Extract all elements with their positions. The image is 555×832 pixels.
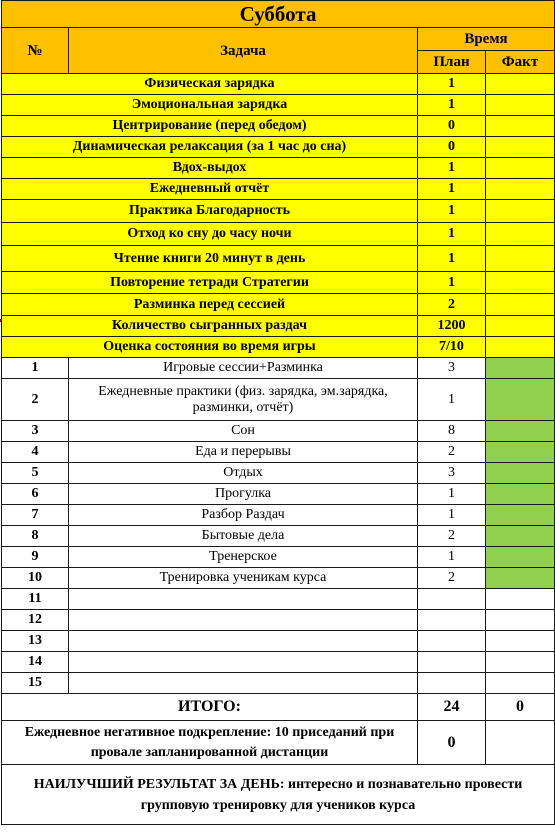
schedule-fact[interactable] xyxy=(486,547,555,568)
daily-task-row xyxy=(2,246,555,272)
schedule-row xyxy=(2,610,555,631)
negative-reinforcement-row xyxy=(2,721,555,765)
day-plan-table xyxy=(1,0,555,825)
schedule-fact[interactable] xyxy=(486,631,555,652)
schedule-number: 4 xyxy=(2,442,69,463)
schedule-plan[interactable]: 2 xyxy=(418,568,486,589)
schedule-row xyxy=(2,358,555,379)
daily-task-fact[interactable] xyxy=(486,200,555,223)
schedule-plan[interactable] xyxy=(418,589,486,610)
schedule-plan[interactable]: 1 xyxy=(418,484,486,505)
schedule-number: 14 xyxy=(2,652,69,673)
schedule-task[interactable]: Прогулка xyxy=(69,484,418,505)
schedule-task[interactable]: Ежедневные практики (физ. зарядка, эм.зарядка, разминки, отчёт) xyxy=(69,379,418,421)
daily-task-label: Динамическая релаксация (за 1 час до сна) xyxy=(2,137,418,158)
daily-task-fact[interactable] xyxy=(486,337,555,358)
daily-task-fact[interactable] xyxy=(486,223,555,246)
daily-task-plan: 1 xyxy=(418,223,486,246)
schedule-fact[interactable] xyxy=(486,589,555,610)
schedule-plan[interactable]: 1 xyxy=(418,379,486,421)
daily-task-label: Чтение книги 20 минут в день xyxy=(2,246,418,272)
schedule-fact[interactable] xyxy=(486,463,555,484)
schedule-fact[interactable] xyxy=(486,652,555,673)
daily-task-label: Эмоциональная зарядка xyxy=(2,95,418,116)
daily-task-fact[interactable] xyxy=(486,272,555,294)
schedule-fact[interactable] xyxy=(486,526,555,547)
schedule-task[interactable]: Разбор Раздач xyxy=(69,505,418,526)
schedule-plan[interactable] xyxy=(418,673,486,694)
schedule-task[interactable]: Сон xyxy=(69,421,418,442)
daily-task-plan: 1 xyxy=(418,95,486,116)
daily-task-label: Разминка перед сессией xyxy=(2,294,418,316)
schedule-task[interactable]: Игровые сессии+Разминка xyxy=(69,358,418,379)
header-fact: Факт xyxy=(486,51,555,74)
daily-task-row xyxy=(2,316,555,337)
header-plan: План xyxy=(418,51,486,74)
daily-task-plan: 1 xyxy=(418,179,486,200)
daily-task-fact[interactable] xyxy=(486,179,555,200)
daily-task-fact[interactable] xyxy=(486,294,555,316)
total-label: ИТОГО: xyxy=(2,694,418,721)
schedule-row xyxy=(2,673,555,694)
daily-task-fact[interactable] xyxy=(486,74,555,95)
schedule-row xyxy=(2,463,555,484)
schedule-number: 8 xyxy=(2,526,69,547)
schedule-task[interactable] xyxy=(69,610,418,631)
daily-task-row xyxy=(2,272,555,294)
schedule-number: 7 xyxy=(2,505,69,526)
schedule-row xyxy=(2,652,555,673)
schedule-plan[interactable] xyxy=(418,610,486,631)
negative-reinforcement-fact[interactable] xyxy=(486,721,555,765)
schedule-row xyxy=(2,526,555,547)
schedule-plan[interactable]: 1 xyxy=(418,505,486,526)
daily-task-label: Вдох-выдох xyxy=(2,158,418,179)
schedule-number: 1 xyxy=(2,358,69,379)
total-plan: 24 xyxy=(418,694,486,721)
schedule-row xyxy=(2,484,555,505)
daily-task-row xyxy=(2,200,555,223)
total-row xyxy=(2,694,555,721)
schedule-row xyxy=(2,589,555,610)
schedule-number: 10 xyxy=(2,568,69,589)
schedule-fact[interactable] xyxy=(486,421,555,442)
daily-task-label: Физическая зарядка xyxy=(2,74,418,95)
schedule-row xyxy=(2,442,555,463)
best-result-cell xyxy=(2,765,555,825)
header-task: Задача xyxy=(69,28,418,74)
schedule-fact[interactable] xyxy=(486,484,555,505)
header-number: № xyxy=(2,28,69,74)
schedule-plan[interactable]: 1 xyxy=(418,547,486,568)
daily-task-fact[interactable] xyxy=(486,95,555,116)
schedule-task[interactable]: Отдых xyxy=(69,463,418,484)
daily-task-fact[interactable] xyxy=(486,116,555,137)
daily-task-fact[interactable] xyxy=(486,316,555,337)
schedule-fact[interactable] xyxy=(486,610,555,631)
schedule-row xyxy=(2,505,555,526)
schedule-task[interactable] xyxy=(69,673,418,694)
daily-task-plan: 0 xyxy=(418,137,486,158)
best-result-row xyxy=(2,765,555,825)
schedule-number: 11 xyxy=(2,589,69,610)
schedule-task[interactable]: Тренировка ученикам курса xyxy=(69,568,418,589)
daily-task-plan: 7/10 xyxy=(418,337,486,358)
schedule-row xyxy=(2,568,555,589)
schedule-row xyxy=(2,547,555,568)
daily-task-row xyxy=(2,223,555,246)
daily-task-label: Практика Благодарность xyxy=(2,200,418,223)
schedule-fact[interactable] xyxy=(486,568,555,589)
daily-task-label: Ежедневный отчёт xyxy=(2,179,418,200)
daily-task-row xyxy=(2,337,555,358)
daily-task-fact[interactable] xyxy=(486,137,555,158)
daily-task-plan: 2 xyxy=(418,294,486,316)
schedule-number: 15 xyxy=(2,673,69,694)
schedule-task[interactable]: Бытовые дела xyxy=(69,526,418,547)
daily-task-label: Оценка состояния во время игры xyxy=(2,337,418,358)
schedule-fact[interactable] xyxy=(486,358,555,379)
daily-task-plan: 0 xyxy=(418,116,486,137)
day-title: Суббота xyxy=(2,1,555,28)
negative-reinforcement-value: 0 xyxy=(418,721,486,765)
daily-task-label: Отход ко сну до часу ночи xyxy=(2,223,418,246)
schedule-number: 13 xyxy=(2,631,69,652)
schedule-fact[interactable] xyxy=(486,379,555,421)
schedule-number: 9 xyxy=(2,547,69,568)
schedule-fact[interactable] xyxy=(486,442,555,463)
daily-task-plan: 1 xyxy=(418,74,486,95)
daily-task-label: Центрирование (перед обедом) xyxy=(2,116,418,137)
schedule-number: 2 xyxy=(2,379,69,421)
daily-task-label: Повторение тетради Стратегии xyxy=(2,272,418,294)
schedule-task[interactable] xyxy=(69,589,418,610)
daily-task-plan: 1 xyxy=(418,272,486,294)
daily-task-row xyxy=(2,137,555,158)
schedule-plan[interactable]: 2 xyxy=(418,442,486,463)
schedule-row xyxy=(2,421,555,442)
schedule-plan[interactable]: 2 xyxy=(418,526,486,547)
daily-task-row xyxy=(2,179,555,200)
daily-task-fact[interactable] xyxy=(486,246,555,272)
schedule-number: 6 xyxy=(2,484,69,505)
total-fact: 0 xyxy=(486,694,555,721)
schedule-fact[interactable] xyxy=(486,673,555,694)
header-time: Время xyxy=(418,28,555,51)
daily-task-plan: 1 xyxy=(418,158,486,179)
schedule-number: 12 xyxy=(2,610,69,631)
schedule-task[interactable] xyxy=(69,631,418,652)
schedule-plan[interactable]: 8 xyxy=(418,421,486,442)
best-result-label: НАИЛУЧШИЙ РЕЗУЛЬТАТ ЗА ДЕНЬ: xyxy=(33,776,285,792)
schedule-number: 5 xyxy=(2,463,69,484)
schedule-plan[interactable] xyxy=(418,652,486,673)
negative-reinforcement-text: Ежедневное негативное подкрепление: 10 приседаний при провале запланированной дистанции xyxy=(2,721,418,765)
daily-task-plan: 1 xyxy=(418,246,486,272)
schedule-row xyxy=(2,631,555,652)
schedule-task[interactable]: Еда и перерывы xyxy=(69,442,418,463)
daily-task-row xyxy=(2,74,555,95)
best-result-text: интересно и познавательно провести групповую тренировку для учеников курса xyxy=(140,776,523,813)
schedule-plan[interactable] xyxy=(418,631,486,652)
schedule-fact[interactable] xyxy=(486,505,555,526)
schedule-task[interactable]: Тренерское xyxy=(69,547,418,568)
daily-task-fact[interactable] xyxy=(486,158,555,179)
daily-task-plan: 1 xyxy=(418,200,486,223)
schedule-task[interactable] xyxy=(69,652,418,673)
daily-task-row xyxy=(2,95,555,116)
daily-task-plan: 1200 xyxy=(418,316,486,337)
schedule-plan[interactable]: 3 xyxy=(418,358,486,379)
schedule-row xyxy=(2,379,555,421)
schedule-number: 3 xyxy=(2,421,69,442)
daily-task-row xyxy=(2,294,555,316)
daily-task-row xyxy=(2,158,555,179)
daily-task-row xyxy=(2,116,555,137)
daily-task-label: Количество сыгранных раздач xyxy=(2,316,418,337)
schedule-plan[interactable]: 3 xyxy=(418,463,486,484)
